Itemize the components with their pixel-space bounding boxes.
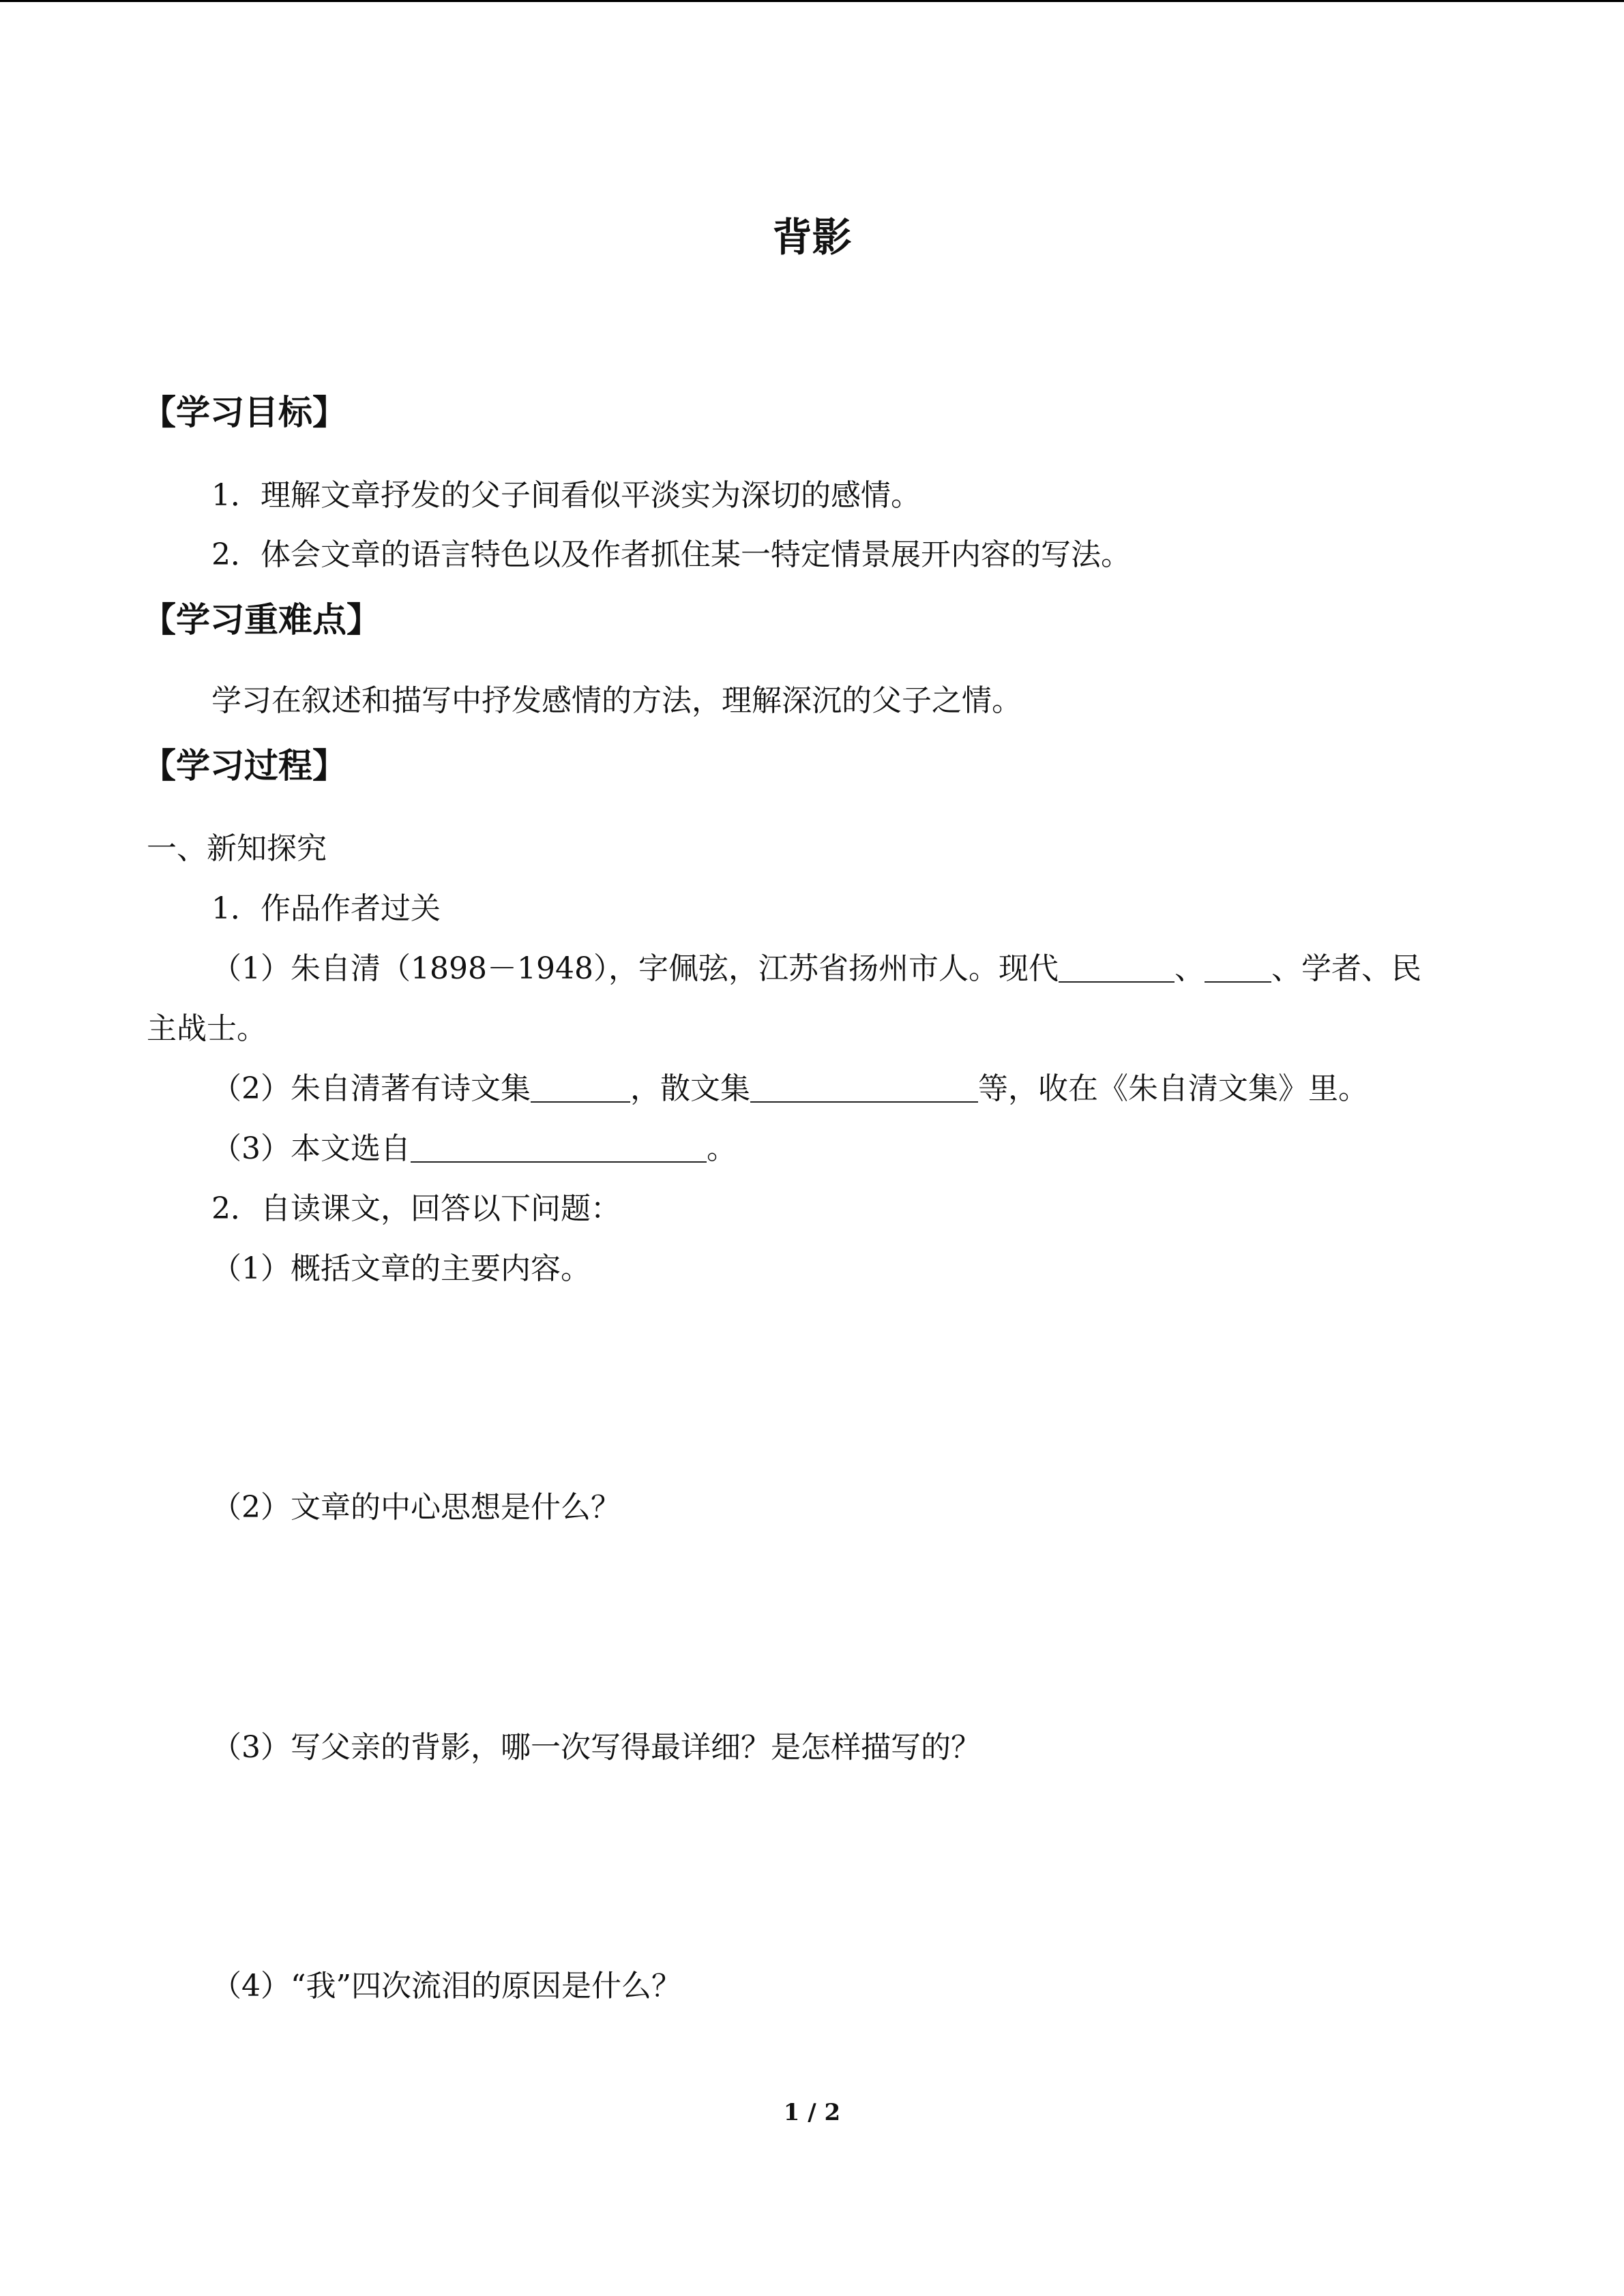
question-1-item-1 [211, 948, 1421, 990]
section-heading-goals: 【学习目标】 [142, 393, 346, 432]
question-1-item-2 [211, 1068, 1368, 1110]
fill-blank-5[interactable] [411, 1134, 707, 1163]
top-border-line [0, 0, 1624, 2]
page-title: 背影 [772, 214, 852, 260]
question-1-item-1-continued: 主战士。 [147, 1011, 267, 1046]
question-1-item-3-suffix: 。 [707, 1131, 737, 1166]
question-1-item-3-text: （3）本文选自 [211, 1131, 411, 1166]
question-1-item-1-text: （1）朱自清（1898－1948），字佩弦，江苏省扬州市人。现代 [211, 951, 1059, 986]
key-points-text: 学习在叙述和描写中抒发感情的方法，理解深沉的父子之情。 [211, 683, 1022, 718]
question-1-item-2-suffix: 等，收在《朱自清文集》里。 [978, 1071, 1368, 1106]
question-2-item-3: （3）写父亲的背影，哪一次写得最详细？是怎样描写的？ [211, 1730, 981, 1765]
question-1-item-2-text: （2）朱自清著有诗文集 [211, 1071, 531, 1106]
question-2-item-1: （1）概括文章的主要内容。 [211, 1251, 591, 1286]
question-1-title: 1．作品作者过关 [211, 891, 441, 926]
part-heading-new-knowledge: 一、新知探究 [147, 831, 327, 866]
section-heading-key-points: 【学习重难点】 [142, 600, 381, 640]
fill-blank-1[interactable] [1059, 954, 1175, 983]
question-1-item-1-suffix: 、学者、民 [1271, 951, 1421, 986]
fill-blank-4[interactable] [750, 1074, 978, 1103]
question-2-item-2: （2）文章的中心思想是什么？ [211, 1490, 621, 1525]
question-2-title: 2．自读课文，回答以下问题： [211, 1191, 621, 1226]
fill-blank-2[interactable] [1205, 954, 1271, 983]
section-heading-process: 【学习过程】 [142, 746, 346, 786]
fill-blank-3[interactable] [531, 1074, 630, 1103]
question-1-item-1-separator: 、 [1174, 951, 1205, 986]
page-number: 1 / 2 [783, 2099, 841, 2126]
question-1-item-2-middle: ，散文集 [630, 1071, 750, 1106]
goal-item-2: 2．体会文章的语言特色以及作者抓住某一特定情景展开内容的写法。 [211, 537, 1131, 572]
question-1-item-3 [211, 1128, 737, 1170]
goal-item-1: 1．理解文章抒发的父子间看似平淡实为深切的感情。 [211, 478, 921, 513]
question-2-item-4: （4）“我”四次流泪的原因是什么？ [211, 1969, 681, 2003]
